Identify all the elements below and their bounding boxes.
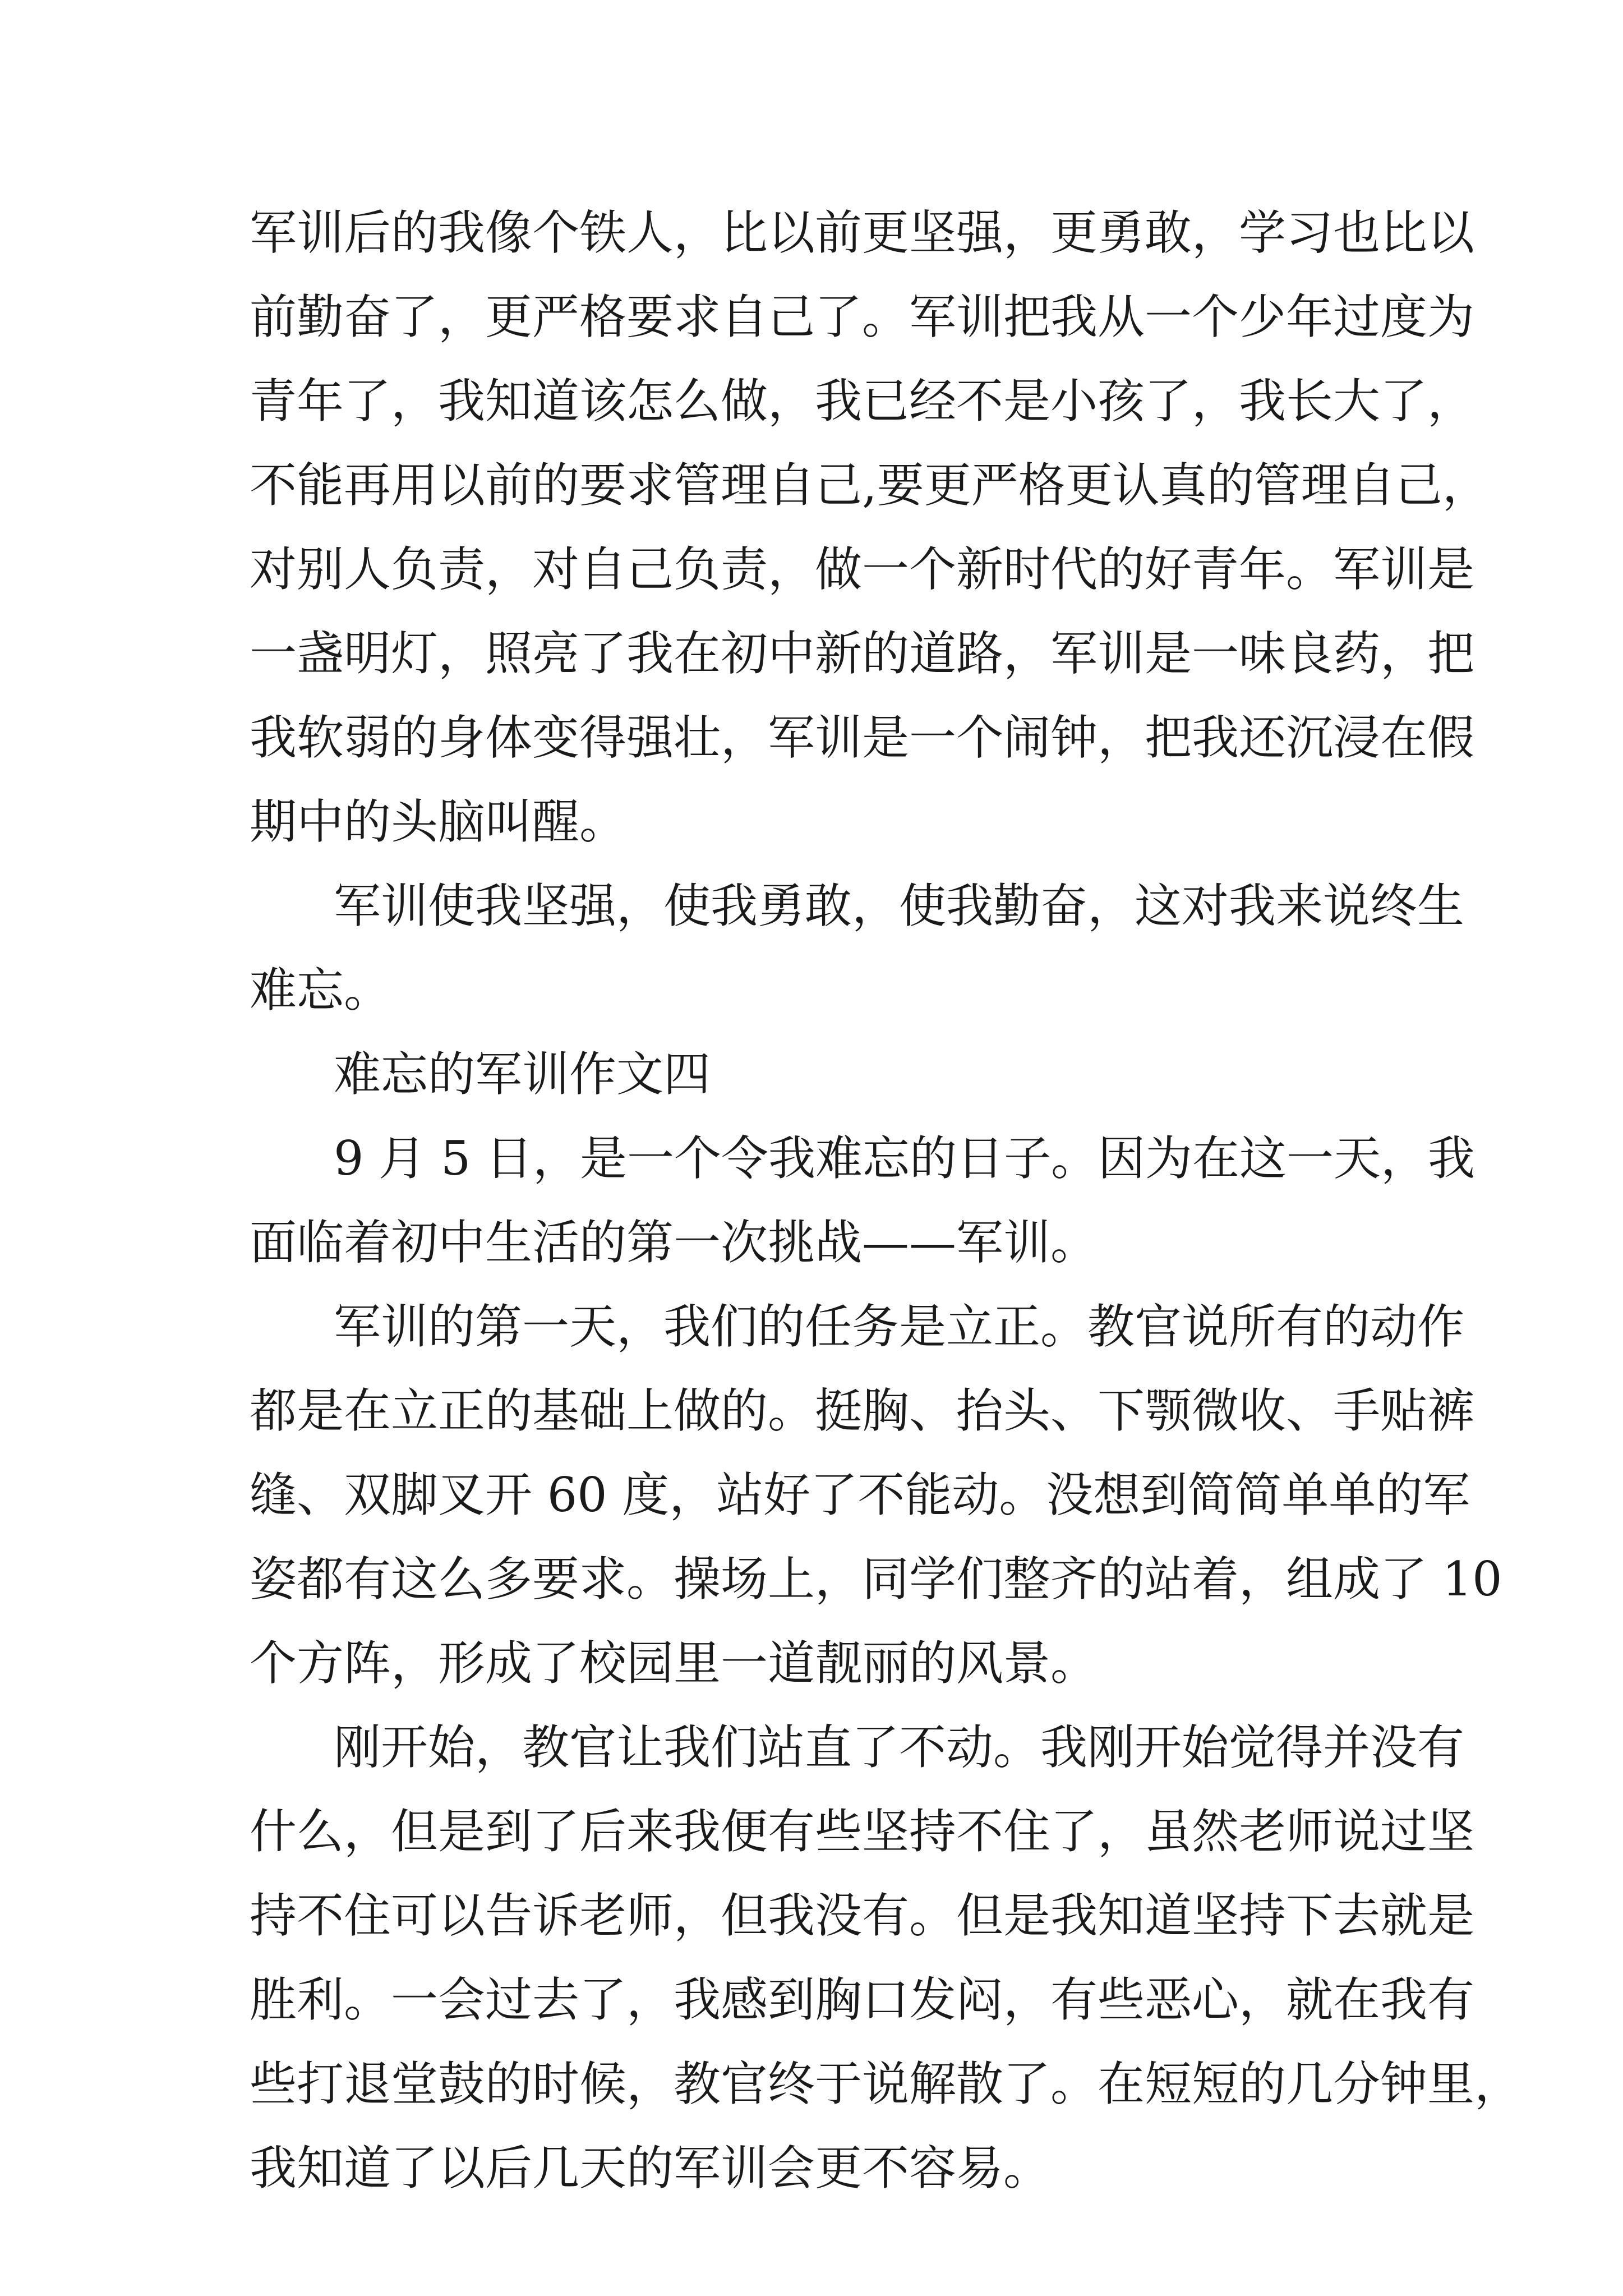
text-line: 我知道了以后几天的军训会更不容易。 <box>250 2141 1051 2196</box>
text-line: 前勤奋了，更严格要求自己了。军训把我从一个少年过度为 <box>250 289 1475 344</box>
text-line: 不能再用以前的要求管理自己,要更严格更认真的管理自己， <box>250 458 1490 513</box>
text-line: 青年了，我知道该怎么做，我已经不是小孩了，我长大了， <box>250 374 1475 429</box>
text-line: 军训使我坚强，使我勇敢，使我勤奋，这对我来说终生 <box>334 878 1465 933</box>
text-line: 军训后的我像个铁人，比以前更坚强，更勇敢，学习也比以 <box>250 205 1475 260</box>
text-line: 刚开始，教官让我们站直了不动。我刚开始觉得并没有 <box>334 1720 1465 1775</box>
text-line: 难忘。 <box>250 963 391 1018</box>
text-line: 面临着初中生活的第一次挑战——军训。 <box>250 1215 1098 1270</box>
text-line: 个方阵，形成了校园里一道靓丽的风景。 <box>250 1636 1098 1691</box>
text-line: 胜利。一会过去了，我感到胸口发闷，有些恶心，就在我有 <box>250 1972 1475 2027</box>
text-line: 我软弱的身体变得强壮，军训是一个闹钟，把我还沉浸在假 <box>250 710 1475 765</box>
text-line: 持不住可以告诉老师，但我没有。但是我知道坚持下去就是 <box>250 1888 1475 1943</box>
text-line: 都是在立正的基础上做的。挺胸、抬头、下颚微收、手贴裤 <box>250 1383 1475 1438</box>
text-line: 什么，但是到了后来我便有些坚持不住了，虽然老师说过坚 <box>250 1804 1475 1859</box>
text-line: 一盏明灯，照亮了我在初中新的道路，军训是一味良药，把 <box>250 626 1475 681</box>
text-line: 缝、双脚叉开 60 度，站好了不能动。没想到简简单单的军 <box>250 1467 1470 1522</box>
text-line: 期中的头脑叫醒。 <box>250 794 627 849</box>
text-line: 些打退堂鼓的时候，教官终于说解散了。在短短的几分钟里， <box>250 2056 1522 2111</box>
text-line: 对别人负责，对自己负责，做一个新时代的好青年。军训是 <box>250 542 1475 597</box>
section-heading: 难忘的军训作文四 <box>334 1047 711 1102</box>
text-line: 姿都有这么多要求。操场上，同学们整齐的站着，组成了 10 <box>250 1552 1502 1607</box>
text-line: 军训的第一天，我们的任务是立正。教官说所有的动作 <box>334 1299 1465 1354</box>
text-line: 9 月 5 日，是一个令我难忘的日子。因为在这一天，我 <box>334 1131 1475 1186</box>
